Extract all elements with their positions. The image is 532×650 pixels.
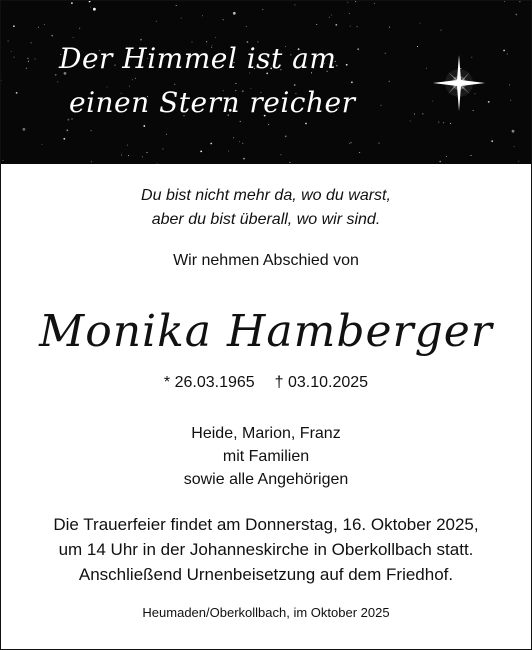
service-line-3: Anschließend Urnenbeisetzung auf dem Friedhof. [78, 565, 454, 584]
star-dot [507, 54, 508, 55]
star-dot [14, 57, 15, 58]
birth-date: * 26.03.1965 [163, 374, 255, 391]
star-dot [294, 4, 295, 5]
star-dot [438, 122, 439, 123]
service-line-2: um 14 Uhr in der Johanneskirche in Oberkollbach statt. [58, 540, 474, 559]
star-dot [379, 143, 380, 144]
headline [59, 37, 355, 125]
star-dot [166, 134, 167, 135]
star-dot [280, 154, 281, 155]
star-dot [417, 46, 418, 47]
star-dot [28, 58, 29, 59]
star-dot [156, 21, 157, 22]
star-dot [35, 59, 36, 60]
bright-star-icon [433, 55, 485, 111]
star-dot [509, 84, 510, 85]
star-dot [488, 101, 490, 103]
star-dot [474, 93, 475, 94]
mourners-line-3: sowie alle Angehörigen [183, 471, 349, 488]
star-dot [223, 19, 224, 20]
farewell-intro: Wir nehmen Abschied von [173, 252, 359, 269]
star-dot [157, 163, 158, 164]
star-dot [285, 136, 287, 138]
star-dot [414, 114, 415, 115]
star-dot [63, 138, 65, 140]
star-dot [351, 142, 352, 143]
star-dot [176, 5, 177, 6]
star-dot [473, 110, 474, 111]
star-dot [66, 129, 68, 131]
star-dot [357, 48, 359, 50]
star-dot [316, 24, 317, 25]
death-date: † 03.10.2025 [274, 374, 369, 391]
star-dot [93, 8, 96, 11]
star-dot [128, 155, 129, 156]
star-dot [91, 161, 92, 162]
mourners-list [1, 422, 531, 491]
star-dot [233, 12, 236, 15]
funeral-service-info [1, 512, 531, 587]
star-dot [374, 3, 375, 4]
star-dot [31, 42, 32, 43]
star-dot [246, 26, 247, 27]
headline-line-2: einen Stern reicher [69, 86, 356, 119]
star-dot [512, 130, 515, 133]
star-dot [289, 162, 290, 163]
star-dot [28, 61, 29, 62]
star-dot [127, 145, 128, 146]
star-dot [8, 41, 9, 42]
star-dot [41, 144, 42, 145]
star-dot [519, 1, 520, 2]
star-dot [331, 15, 332, 16]
star-dot [439, 161, 441, 163]
headline-line-1: Der Himmel ist am [59, 42, 337, 75]
star-dot [410, 121, 411, 122]
star-dot [233, 137, 234, 138]
starry-sky-banner [1, 1, 531, 164]
star-dot [26, 68, 27, 69]
quote-line-1: Du bist nicht mehr da, wo du warst, [141, 187, 391, 204]
memorial-quote [1, 184, 531, 232]
star-dot [90, 7, 91, 8]
star-dot [347, 2, 348, 3]
star-dot [510, 100, 511, 101]
star-dot [16, 92, 18, 94]
quote-line-2: aber du bist überall, wo wir sind. [151, 211, 381, 228]
star-dot [121, 155, 122, 156]
star-dot [142, 156, 143, 157]
star-dot [491, 140, 493, 142]
mourners-line-2: mit Familien [222, 448, 310, 465]
star-dot [504, 1, 505, 2]
star-dot [335, 24, 337, 26]
star-dot [200, 151, 202, 153]
mourners-line-1: Heide, Marion, Franz [191, 425, 341, 442]
star-dot [329, 17, 330, 18]
star-dot [23, 128, 26, 131]
deceased-name: Monika Hamberger [39, 306, 493, 357]
star-dot [516, 14, 518, 16]
star-dot [243, 158, 245, 160]
star-dot [350, 26, 351, 27]
star-dot [349, 13, 350, 14]
star-dot [359, 152, 360, 153]
star-dot [11, 51, 12, 52]
star-dot [471, 57, 472, 58]
star-dot [389, 27, 390, 28]
life-dates [1, 372, 531, 394]
star-dot [143, 125, 145, 127]
star-dot [1, 80, 2, 81]
star-dot [13, 25, 15, 27]
star-dot [349, 143, 350, 144]
star-dot [471, 155, 472, 156]
star-dot [420, 23, 421, 24]
star-dot [460, 68, 461, 69]
star-dot [162, 149, 163, 150]
star-dot [503, 50, 505, 52]
star-dot [210, 143, 212, 145]
star-dot [443, 122, 444, 123]
star-dot [38, 27, 39, 28]
star-dot [228, 151, 229, 152]
star-dot [239, 141, 240, 142]
star-dot [181, 18, 182, 19]
star-dot [3, 160, 4, 161]
star-dot [389, 81, 390, 82]
star-dot [385, 53, 386, 54]
star-dot [55, 74, 57, 76]
star-dot [262, 9, 263, 10]
star-dot [441, 30, 442, 31]
star-dot [202, 15, 203, 16]
place-and-date: Heumaden/Oberkollbach, im Oktober 2025 [142, 605, 390, 620]
star-dot [91, 130, 92, 131]
star-dot [381, 105, 382, 106]
star-dot [355, 1, 356, 2]
star-dot [51, 35, 53, 37]
star-dot [432, 101, 433, 102]
star-dot [79, 28, 80, 29]
star-dot [426, 68, 427, 69]
star-dot [89, 1, 91, 2]
star-dot [147, 152, 148, 153]
star-dot [446, 156, 447, 157]
star-dot [518, 161, 519, 162]
star-dot [422, 113, 423, 114]
star-dot [450, 123, 451, 124]
star-dot [357, 26, 358, 27]
star-dot [44, 24, 45, 25]
star-dot [71, 2, 73, 4]
star-dot [242, 143, 243, 144]
service-line-1: Die Trauerfeier findet am Donnerstag, 16. Oktober 2025, [53, 515, 479, 534]
star-dot [514, 146, 515, 147]
